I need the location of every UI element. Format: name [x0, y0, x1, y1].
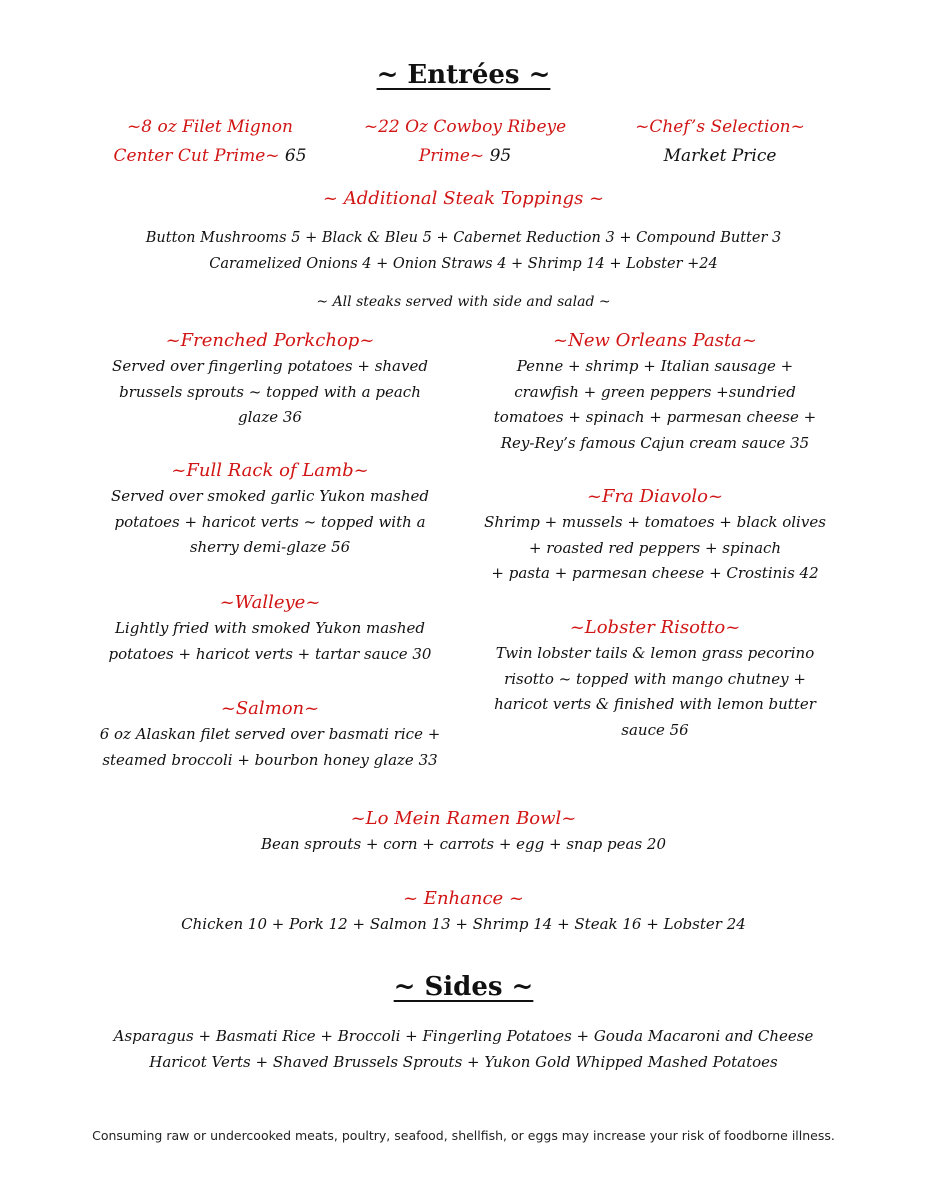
item-description: glaze 36	[238, 408, 302, 426]
item-description: Penne + shrimp + Italian sausage +	[516, 357, 794, 375]
steak-price: 95	[489, 146, 512, 166]
item-description: Twin lobster tails & lemon grass pecorino	[495, 644, 815, 662]
steak-name-line2: Prime~	[418, 146, 485, 166]
entrees-title: ~ Entrées ~	[376, 60, 551, 90]
steak-name-line1: ~22 Oz Cowboy Ribeye	[363, 117, 567, 137]
item-heading: ~New Orleans Pasta~	[553, 330, 757, 351]
item-description: haricot verts & finished with lemon butter	[494, 695, 816, 713]
item-description: sherry demi-glaze 56	[189, 538, 351, 556]
menu-item-ramen	[0, 808, 927, 858]
item-description: Served over fingerling potatoes + shaved	[112, 357, 428, 375]
steak-chefs-selection	[610, 113, 830, 171]
item-heading: ~Full Rack of Lamb~	[171, 460, 369, 481]
menu-item-walleye	[85, 592, 455, 667]
enhance-heading: ~ Enhance ~	[403, 888, 524, 909]
food-safety-disclaimer: Consuming raw or undercooked meats, poultry, seafood, shellfish, or eggs may increase your risk of foodborne illness.	[92, 1128, 835, 1143]
item-description: brussels sprouts ~ topped with a peach	[119, 382, 421, 401]
steak-price: 65	[284, 146, 307, 166]
item-description: risotto ~ topped with mango chutney +	[504, 669, 806, 688]
item-description: + roasted red peppers + spinach	[528, 538, 782, 557]
menu-item-new-orleans-pasta	[470, 330, 840, 456]
item-description: tomatoes + spinach + parmesan cheese +	[493, 408, 817, 426]
item-description: sauce 56	[621, 720, 689, 739]
steak-name-line1: ~Chef’s Selection~	[635, 117, 805, 137]
sides-line: Asparagus + Basmati Rice + Broccoli + Fingerling Potatoes + Gouda Macaroni and Cheese	[113, 1027, 814, 1045]
item-description: + pasta + parmesan cheese + Crostinis 42	[491, 564, 819, 582]
item-description: steamed broccoli + bourbon honey glaze 33	[102, 750, 438, 769]
item-heading: ~Walleye~	[219, 592, 321, 613]
menu-item-porkchop	[85, 330, 455, 431]
item-description: 6 oz Alaskan filet served over basmati rice +	[99, 725, 441, 743]
item-description: potatoes + haricot verts + tartar sauce 30	[108, 644, 432, 663]
item-heading: ~Lobster Risotto~	[569, 617, 741, 638]
item-heading: ~Fra Diavolo~	[586, 486, 724, 507]
menu-item-fra-diavolo	[470, 486, 840, 587]
item-description: Rey-Rey’s famous Cajun cream sauce 35	[500, 433, 810, 452]
steak-name-line2: Center Cut Prime~	[113, 146, 280, 166]
item-description: Bean sprouts + corn + carrots + egg + snap peas 20	[260, 835, 666, 853]
steak-cowboy-ribeye	[340, 113, 590, 171]
sides-line: Haricot Verts + Shaved Brussels Sprouts + Yukon Gold Whipped Mashed Potatoes	[149, 1052, 778, 1071]
menu-item-salmon	[85, 698, 455, 773]
steak-price: Market Price	[663, 146, 777, 166]
item-description: Shrimp + mussels + tomatoes + black olives	[484, 513, 826, 531]
steak-note: ~ All steaks served with side and salad ~	[316, 294, 611, 310]
item-heading: ~Lo Mein Ramen Bowl~	[350, 808, 577, 829]
item-description: crawfish + green peppers +sundried	[514, 382, 796, 401]
item-description: Served over smoked garlic Yukon mashed	[111, 487, 429, 505]
toppings-heading: ~ Additional Steak Toppings ~	[322, 188, 605, 209]
menu-item-lamb	[85, 460, 455, 561]
toppings-line: Button Mushrooms 5 + Black & Bleu 5 + Cabernet Reduction 3 + Compound Butter 3	[145, 230, 782, 246]
steak-name-line1: ~8 oz Filet Mignon	[127, 117, 293, 137]
enhance-list: Chicken 10 + Pork 12 + Salmon 13 + Shrimp 14 + Steak 16 + Lobster 24	[181, 915, 746, 933]
enhance-section	[0, 888, 927, 938]
toppings-line: Caramelized Onions 4 + Onion Straws 4 + Shrimp 14 + Lobster +24	[209, 255, 718, 272]
item-description: potatoes + haricot verts ~ topped with a	[114, 512, 426, 531]
toppings-list	[0, 226, 927, 277]
menu-item-lobster-risotto	[470, 617, 840, 743]
item-heading: ~Frenched Porkchop~	[165, 330, 375, 351]
item-heading: ~Salmon~	[220, 698, 320, 719]
steak-filet-mignon	[100, 113, 320, 171]
sides-title: ~ Sides ~	[393, 972, 534, 1002]
item-description: Lightly fried with smoked Yukon mashed	[114, 619, 426, 637]
sides-list	[0, 1024, 927, 1075]
